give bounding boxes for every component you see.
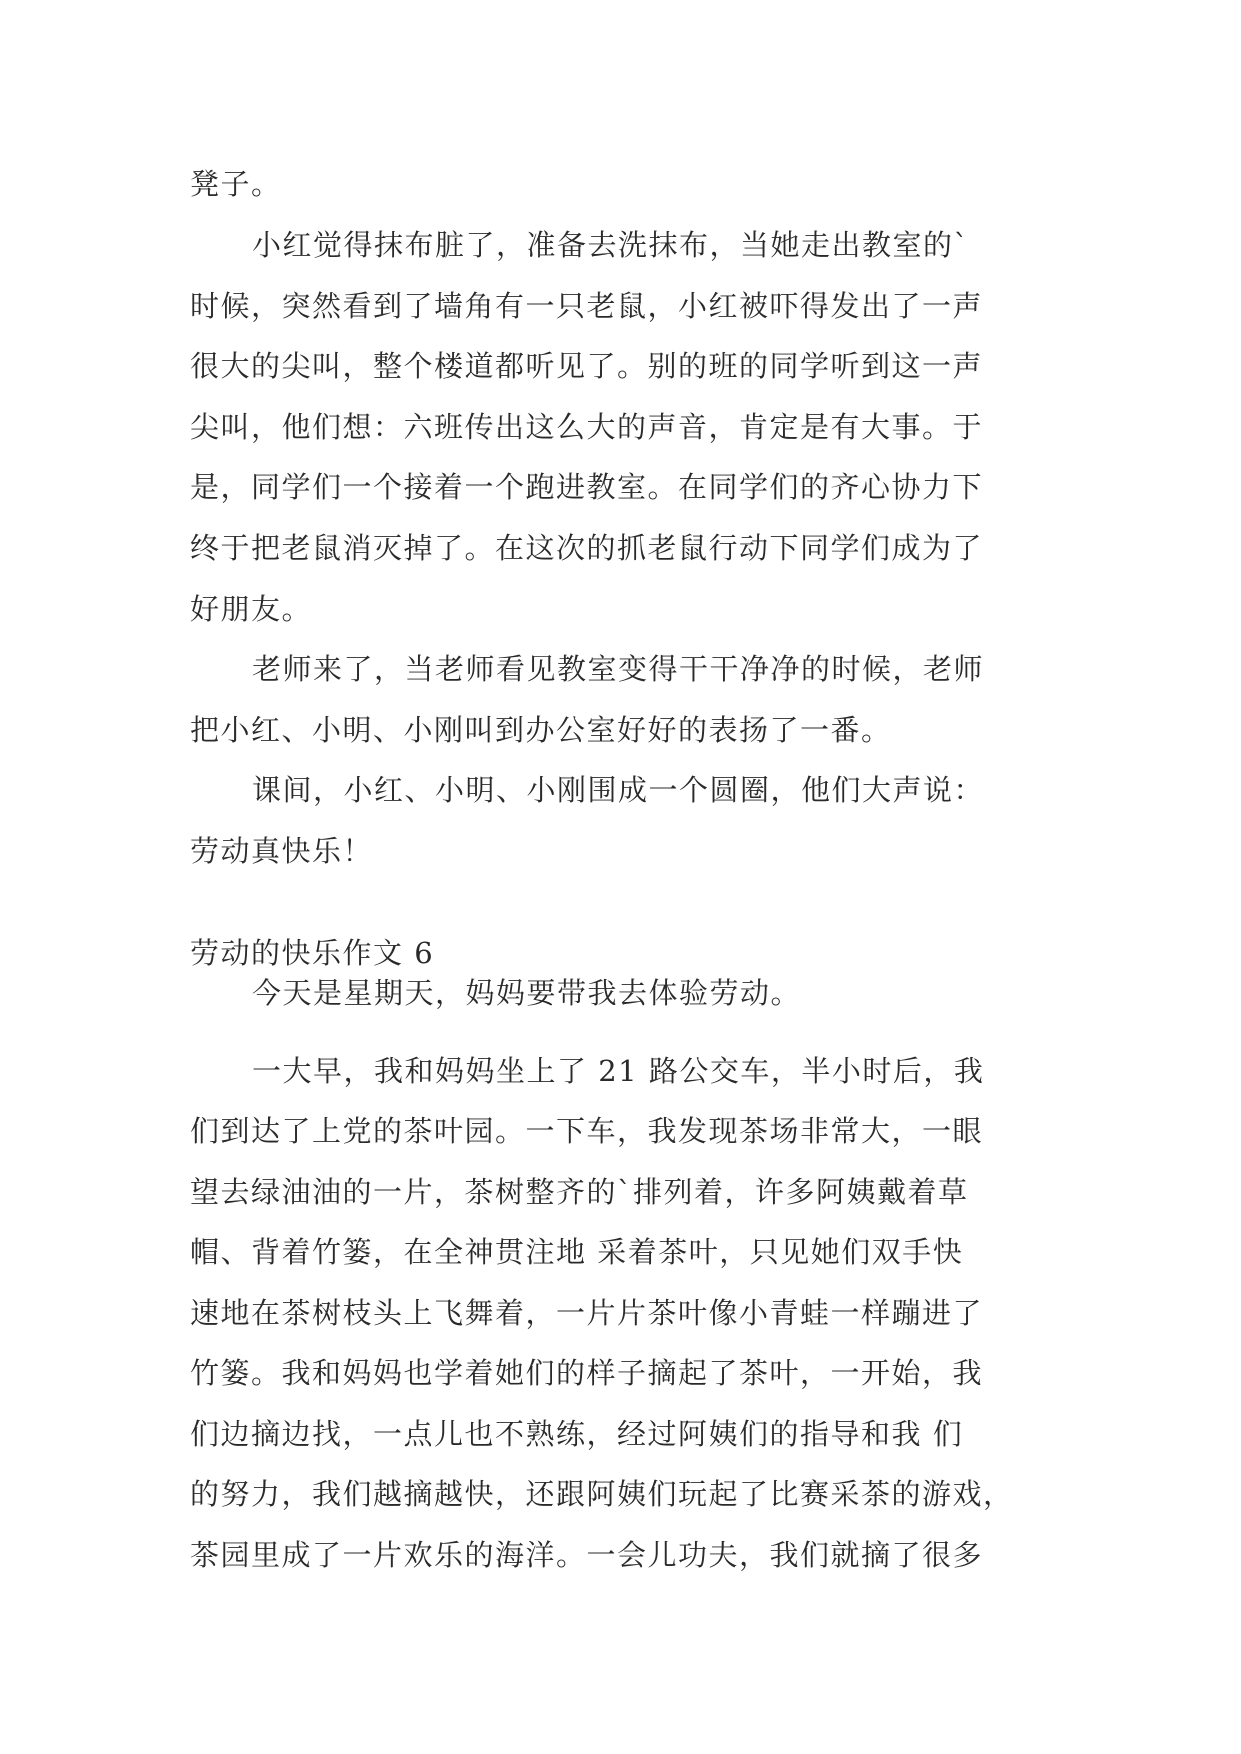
text-line: 老师来了，当老师看见教室变得干干净净的时候，老师 [252,652,985,686]
essay-line: 一大早，我和妈妈坐上了 21 路公交车，半小时后，我 [252,1054,985,1088]
text-line: 很大的尖叫，整个楼道都听见了。别的班的同学听到这一声 [190,349,984,383]
text-line: 把小红、小明、小刚叫到办公室好好的表扬了一番。 [190,713,892,747]
essay-line: 们边摘边找，一点儿也不熟练，经过阿姨们的指导和我 们 [190,1417,964,1451]
text-line: 课间，小红、小明、小刚围成一个圆圈，他们大声说： [252,773,985,807]
text-line: 劳动真快乐！ [190,834,374,868]
text-line: 终于把老鼠消灭掉了。在这次的抓老鼠行动下同学们成为了 [190,531,984,565]
text-line: 时候，突然看到了墙角有一只老鼠，小红被吓得发出了一声 [190,289,984,323]
essay-line: 茶园里成了一片欢乐的海洋。一会儿功夫，我们就摘了很多 [190,1538,984,1572]
essay-line: 们到达了上党的茶叶园。一下车，我发现茶场非常大，一眼 [190,1114,984,1148]
text-line: 尖叫，他们想：六班传出这么大的声音，肯定是有大事。于 [190,410,984,444]
essay-line: 的努力，我们越摘越快，还跟阿姨们玩起了比赛采茶的游戏， [190,1477,1014,1511]
text-line: 好朋友。 [190,592,313,626]
section-heading: 劳动的快乐作文 6 [190,936,435,970]
essay-line: 竹篓。我和妈妈也学着她们的样子摘起了茶叶，一开始，我 [190,1356,984,1390]
text-line: 是，同学们一个接着一个跑进教室。在同学们的齐心协力下 [190,470,984,504]
essay-line: 望去绿油油的一片，茶树整齐的`排列着，许多阿姨戴着草 [190,1175,969,1209]
essay-line: 速地在茶树枝头上飞舞着，一片片茶叶像小青蛙一样蹦进了 [190,1296,984,1330]
essay-line: 今天是星期天，妈妈要带我去体验劳动。 [252,976,802,1010]
text-line: 小红觉得抹布脏了，准备去洗抹布，当她走出教室的` [252,228,970,262]
text-line: 凳子。 [190,167,282,201]
essay-line: 帽、背着竹篓，在全神贯注地 采着茶叶，只见她们双手快 [190,1235,964,1269]
